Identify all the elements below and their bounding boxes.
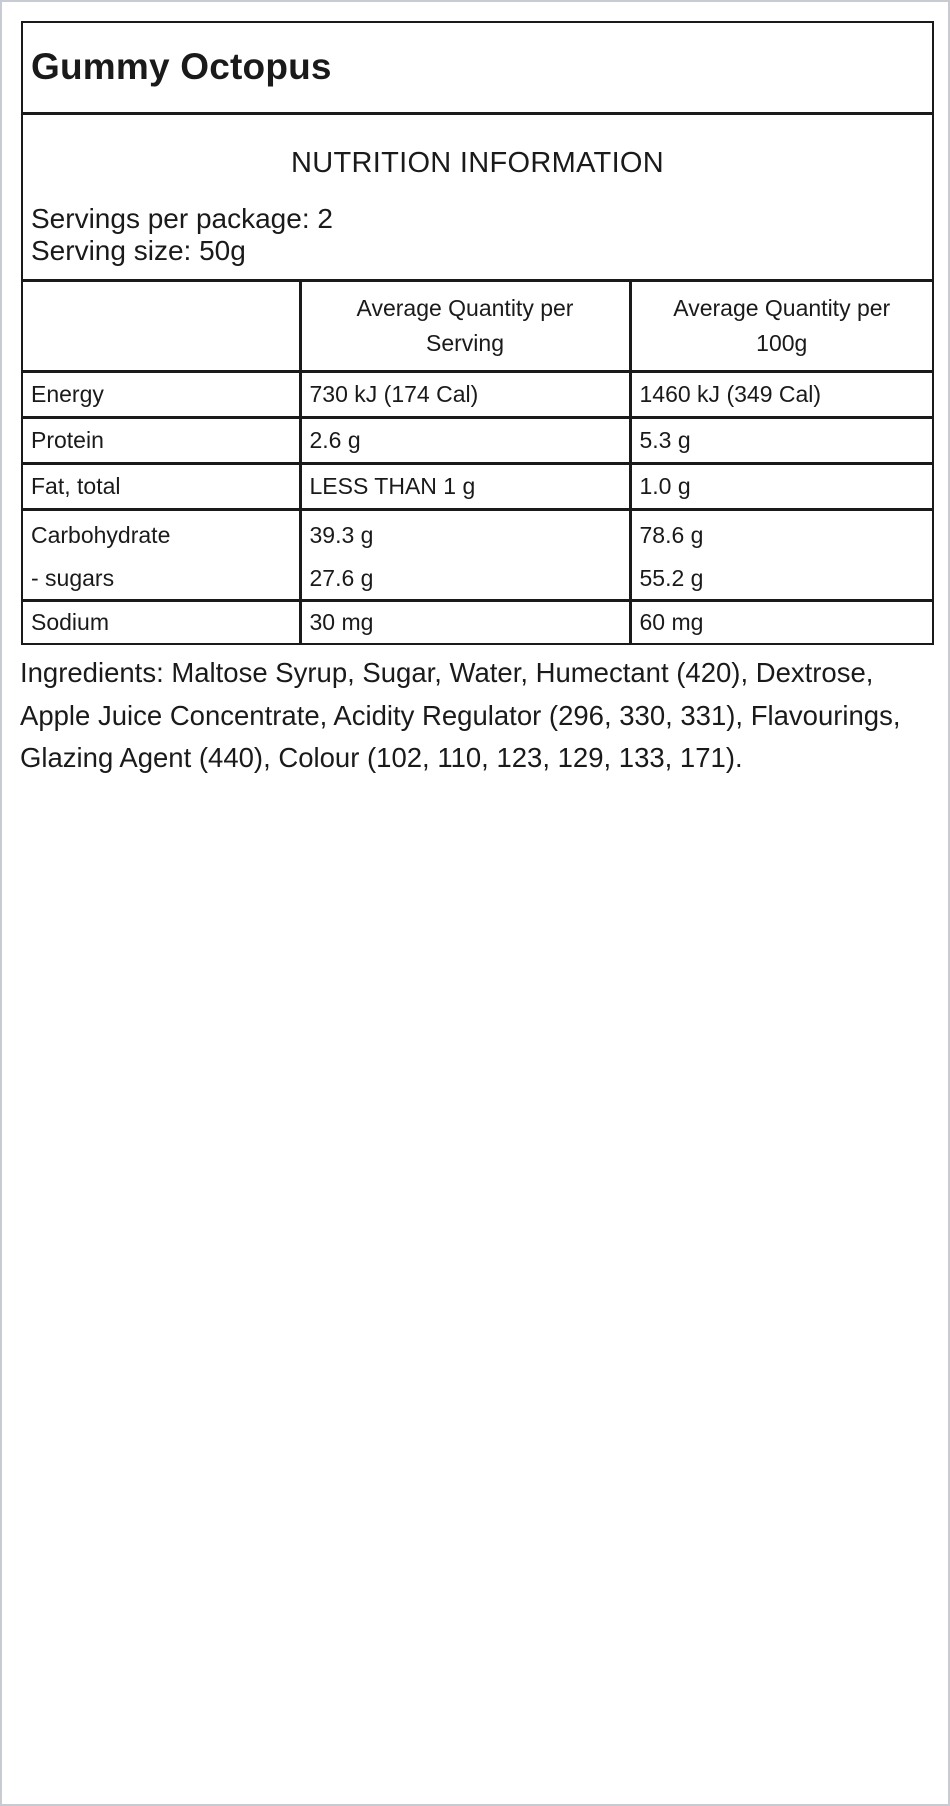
nutrition-table (23, 282, 932, 643)
per-serving-value: 730 kJ (174 Cal) (300, 372, 630, 418)
per-serving-value: 39.3 g (300, 510, 630, 558)
per-100g-value: 55.2 g (630, 557, 932, 601)
nutrient-name: Carbohydrate (31, 521, 171, 548)
product-title: Gummy Octopus (31, 45, 332, 87)
nutrition-info-block (23, 115, 932, 282)
ingredients-text: Ingredients: Maltose Syrup, Sugar, Water, Humectant (420), Dextrose, Apple Juice Concentrate, Acidity Regulator (296, 330, 331), Flavourings, Glazing Agent (440), Colour (102, 110, 123, 129, 133, 171). (20, 657, 901, 773)
table-header-row (23, 282, 932, 372)
per-serving-value: LESS THAN 1 g (300, 464, 630, 510)
title-bar (23, 23, 932, 115)
column-header-nutrient (23, 282, 300, 372)
table-row-fat (23, 464, 932, 510)
per-serving-value: 2.6 g (300, 418, 630, 464)
table-row-carbohydrate (23, 510, 932, 558)
nutrition-panel (21, 21, 934, 645)
nutrient-name: Fat, total (23, 464, 300, 510)
nutrient-name: Protein (23, 418, 300, 464)
nutrition-heading: NUTRITION INFORMATION (290, 147, 665, 179)
nutrient-name: Sodium (31, 609, 109, 635)
nutrient-name: - sugars (23, 557, 300, 601)
table-row-energy (23, 372, 932, 418)
nutrient-name: Energy (23, 372, 300, 418)
table-row-sugars (23, 557, 932, 601)
per-100g-value: 1460 kJ (349 Cal) (630, 372, 932, 418)
serving-info (31, 203, 333, 267)
serving-size: Serving size: 50g (31, 235, 246, 266)
servings-per-package: Servings per package: 2 (31, 203, 333, 234)
per-100g-value: 5.3 g (630, 418, 932, 464)
table-row-protein (23, 418, 932, 464)
per-100g-value: 1.0 g (630, 464, 932, 510)
per-100g-value: 78.6 g (630, 510, 932, 558)
table-row-sodium (23, 601, 932, 644)
per-serving-value: 27.6 g (300, 557, 630, 601)
per-100g-value: 60 mg (630, 601, 932, 644)
per-serving-value: 30 mg (300, 601, 630, 644)
column-header-per-serving: Average Quantity per Serving (300, 282, 630, 372)
column-header-per-100g: Average Quantity per 100g (630, 282, 932, 372)
